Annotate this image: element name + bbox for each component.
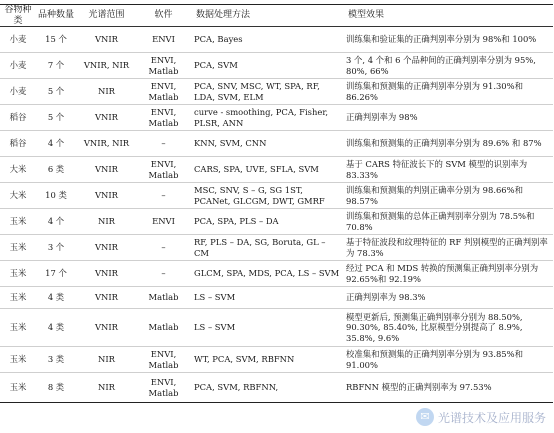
cell-crop: 玉米	[9, 354, 27, 365]
cell-software: ENVI, Matlab	[148, 107, 179, 128]
cell-result: 训练集和预测集的正确判别率分别为 91.30%和 86.26%	[346, 81, 523, 102]
cell-method: PCA, SVM, RBFNN,	[194, 382, 279, 393]
cell-crop: 大米	[9, 164, 27, 175]
cell-range: NIR	[98, 86, 115, 97]
cell-result: 3 个, 4 个和 6 个品种间的正确判别率分别为 95%, 80%, 66%	[346, 55, 536, 76]
cell-count: 7 个	[47, 60, 65, 71]
cell-result: RBFNN 模型的正确判别率为 97.53%	[346, 382, 492, 393]
cell-result: 训练集和预测集的判别正确率分别为 98.66%和 98.57%	[346, 185, 523, 206]
header-crop: 谷物种类	[4, 5, 32, 26]
cell-count: 4 类	[47, 292, 65, 303]
cell-crop: 稻谷	[9, 138, 27, 149]
table-row	[0, 261, 553, 287]
cell-result: 正确判别率为 98.3%	[346, 292, 426, 303]
table-row	[0, 287, 553, 309]
table-row	[0, 347, 553, 373]
table-row	[0, 183, 553, 209]
table-row	[0, 309, 553, 347]
cell-software: ENVI, Matlab	[148, 159, 179, 180]
cell-count: 5 个	[47, 86, 65, 97]
cell-method: LS – SVM	[194, 322, 236, 333]
cell-software: –	[161, 138, 166, 149]
cell-method: PCA, SNV, MSC, WT, SPA, RF, LDA, SVM, ELM	[194, 81, 320, 102]
table-header-row	[0, 5, 553, 27]
cell-crop: 玉米	[9, 242, 27, 253]
cell-range: NIR	[98, 382, 115, 393]
cell-range: VNIR	[95, 242, 118, 253]
hyperspectral-variety-table	[0, 4, 553, 403]
cell-count: 15 个	[45, 34, 67, 45]
cell-method: PCA, SPA, PLS – DA	[194, 216, 279, 227]
cell-result: 模型更新后, 预测集正确判别率分别为 88.50%, 90.30%, 85.40%, 比原模型分别提高了 8.9%, 35.8%, 9.6%	[346, 311, 523, 343]
table-row	[0, 131, 553, 157]
cell-software: ENVI, Matlab	[148, 377, 179, 398]
cell-count: 10 类	[45, 190, 67, 201]
cell-method: PCA, SVM	[194, 60, 238, 71]
cell-software: ENVI, Matlab	[148, 81, 179, 102]
watermark	[416, 406, 546, 428]
table-row	[0, 27, 553, 53]
cell-crop: 玉米	[9, 216, 27, 227]
cell-method: WT, PCA, SVM, RBFNN	[194, 354, 295, 365]
header-range: 光谱范围	[88, 10, 125, 21]
table-row	[0, 373, 553, 403]
cell-crop: 小麦	[9, 86, 27, 97]
cell-result: 正确判别率为 98%	[346, 112, 418, 123]
cell-range: VNIR	[95, 34, 118, 45]
cell-software: –	[161, 242, 166, 253]
cell-software: ENVI, Matlab	[148, 349, 179, 370]
cell-result: 经过 PCA 和 MDS 转换的预测集正确判别率分别为 92.65%和 92.19%	[346, 263, 539, 284]
cell-method: GLCM, SPA, MDS, PCA, LS – SVM	[194, 268, 340, 279]
header-software: 软件	[154, 10, 173, 21]
cell-count: 5 个	[47, 112, 65, 123]
cell-method: PCA, Bayes	[194, 34, 243, 45]
cell-crop: 大米	[9, 190, 27, 201]
cell-range: VNIR	[95, 164, 118, 175]
cell-result: 训练集和验证集的正确判别率分别为 98%和 100%	[346, 34, 537, 45]
cell-crop: 玉米	[9, 382, 27, 393]
table-row	[0, 209, 553, 235]
cell-result: 基于 CARS 特征波长下的 SVM 模型的识别率为 83.33%	[346, 159, 528, 180]
cell-result: 校准集和预测集的正确判别率分别为 93.85%和 91.00%	[346, 349, 523, 370]
cell-range: VNIR	[95, 190, 118, 201]
cell-crop: 玉米	[9, 292, 27, 303]
cell-software: Matlab	[148, 292, 179, 303]
cell-method: LS – SVM	[194, 292, 236, 303]
cell-range: NIR	[98, 216, 115, 227]
table-row	[0, 157, 553, 183]
header-count: 品种数量	[38, 10, 75, 21]
cell-software: ENVI	[152, 216, 175, 227]
cell-software: –	[161, 190, 166, 201]
cell-count: 8 类	[47, 382, 65, 393]
cell-software: –	[161, 268, 166, 279]
header-result: 模型效果	[348, 10, 385, 21]
cell-crop: 玉米	[9, 322, 27, 333]
header-method: 数据处理方法	[196, 10, 251, 21]
cell-crop: 小麦	[9, 34, 27, 45]
cell-method: MSC, SNV, S – G, SG 1ST, PCANet, GLCGM, DWT, GMRF	[194, 185, 325, 206]
cell-count: 4 类	[47, 322, 65, 333]
wechat-icon: ✉	[416, 408, 434, 426]
cell-crop: 稻谷	[9, 112, 27, 123]
cell-software: ENVI, Matlab	[148, 55, 179, 76]
cell-method: curve - smoothing, PCA, Fisher, PLSR, ANN	[194, 107, 329, 128]
cell-crop: 玉米	[9, 268, 27, 279]
cell-range: VNIR, NIR	[83, 60, 130, 71]
cell-method: CARS, SPA, UVE, SFLA, SVM	[194, 164, 319, 175]
cell-range: VNIR	[95, 292, 118, 303]
table-row	[0, 235, 553, 261]
cell-count: 4 个	[47, 138, 65, 149]
cell-result: 基于特征波段和纹理特征的 RF 判别模型的正确判别率为 78.3%	[346, 237, 548, 258]
cell-method: KNN, SVM, CNN	[194, 138, 267, 149]
cell-result: 训练集和预测集的总体正确判别率分别为 78.5%和 70.8%	[346, 211, 535, 232]
table-row	[0, 53, 553, 79]
table-row	[0, 79, 553, 105]
cell-range: NIR	[98, 354, 115, 365]
cell-count: 6 类	[47, 164, 65, 175]
cell-software: ENVI	[152, 34, 175, 45]
cell-count: 3 个	[47, 242, 65, 253]
cell-method: RF, PLS – DA, SG, Boruta, GL – CM	[194, 237, 326, 258]
cell-range: VNIR	[95, 268, 118, 279]
cell-count: 17 个	[45, 268, 67, 279]
table-row	[0, 105, 553, 131]
cell-range: VNIR, NIR	[83, 138, 130, 149]
cell-result: 训练集和预测集的正确判别率分别为 89.6% 和 87%	[346, 138, 542, 149]
cell-count: 3 类	[47, 354, 65, 365]
watermark-text: 光谱技术及应用服务	[437, 410, 546, 425]
cell-crop: 小麦	[9, 60, 27, 71]
cell-range: VNIR	[95, 322, 118, 333]
cell-software: Matlab	[148, 322, 179, 333]
cell-range: VNIR	[95, 112, 118, 123]
cell-count: 4 个	[47, 216, 65, 227]
